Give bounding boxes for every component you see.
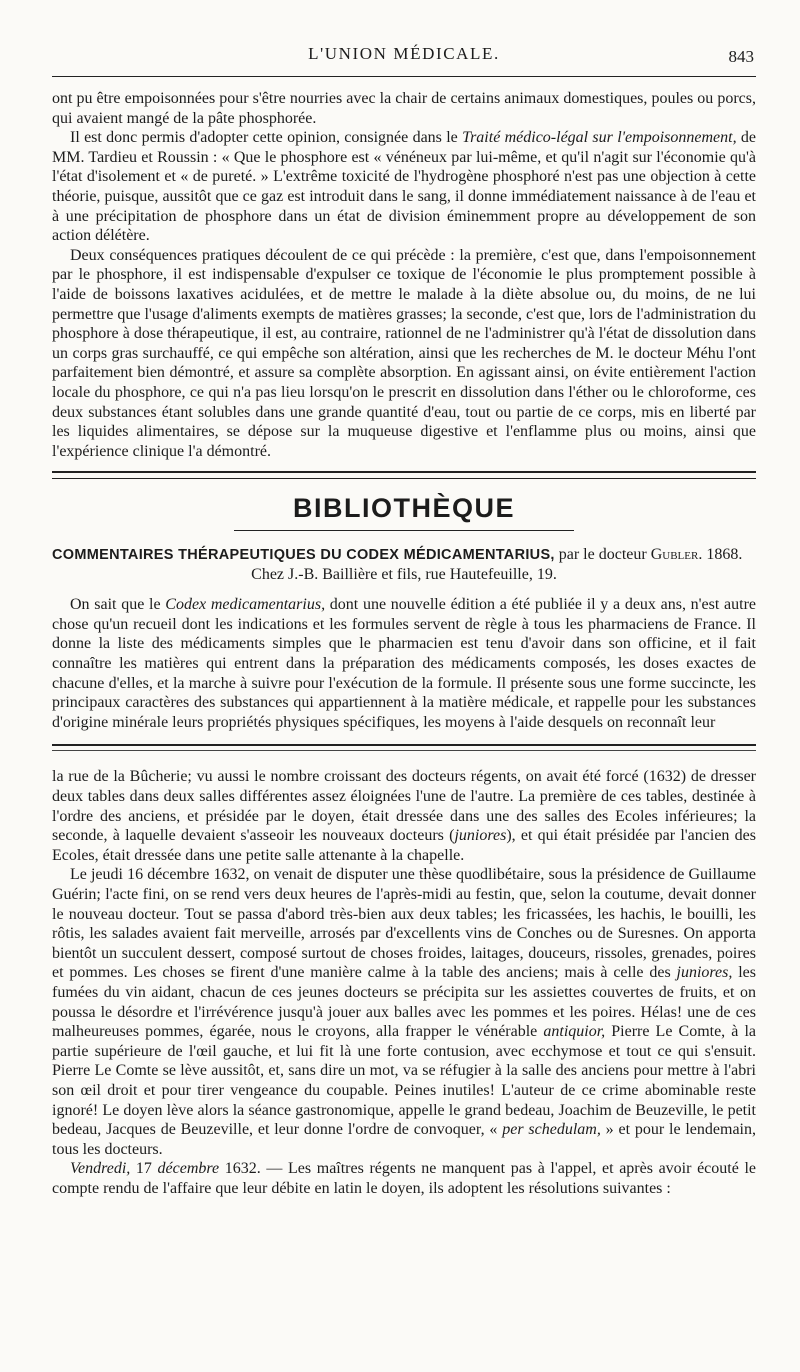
book-author: Gubler. — [650, 546, 703, 564]
section-title: BIBLIOTHÈQUE — [292, 493, 515, 524]
codex-title: Codex medicamentarius, — [165, 596, 326, 614]
feuilleton-paragraph-3: Vendredi, 17 décembre 1632. — Les maîtres régents ne manquent pas à l'appel, et après avoir écouté le compte rendu de l'affaire que leur débite en latin le doyen, ils adoptent les résolutions suivantes : — [52, 1160, 757, 1197]
review-paragraph: On sait que le Codex medicamentarius, dont une nouvelle édition a été publiée il y a deux ans, n'est autre chose qu'un recueil dont les indications et les formules servent de règle à tous les pharmaciens de France. Il donne la liste des médicaments simples que le pharmacien est tenu d'avoir dans son officine, et il fait connaître les matières qui entrent dans la préparation des médicaments composés, les doses exactes de chacune d'elles, et la marche à suivre pour l'exécution de la formule. Il présente sous une forme succincte, les principaux caractères des substances qui appartiennent à la matière médicale, et rappelle pour les substances d'origine minérale leurs propriétés physiques spécifiques, les moyens à l'aide desquels on reconnaît leur — [52, 596, 757, 731]
page-number: 843 — [728, 47, 754, 66]
book-year: 1868. — [702, 546, 743, 564]
article-paragraph-2: Il est donc permis d'adopter cette opinion, consignée dans le Traité médico-légal sur l'empoisonnement, de MM. Tardieu et Roussin : « Que le phosphore est « vénéneux par lui-même, et qu'il n'agit sur l'économie qu'à l'état d'isolement et « de pureté. » L'extrême toxicité de l'hydrogène phosphoré n'est pas une objection à cette théorie, puisque, aussitôt que ce gaz est introduit dans le sang, il donne immédiatement naissance à de l'eau et à une précipitation de phosphore dans un état de division éminemment propre au développement de son action délétère. — [52, 129, 757, 245]
book-title: COMMENTAIRES THÉRAPEUTIQUES DU CODEX MÉDICAMENTARIUS, — [52, 547, 555, 564]
book-publisher: Chez J.-B. Baillière et fils, rue Hautefeuille, 19. — [251, 566, 557, 584]
feuilleton-section — [52, 767, 756, 1198]
bibliotheque-section — [52, 493, 756, 732]
article-paragraph-3: Deux conséquences pratiques découlent de ce qui précède : la première, c'est que, dans l'empoisonnement par le phosphore, il est indispensable d'expulser ce toxique de l'économie le plus promptement possible à l'aide de boissons laxatives acidulées, et de mettre le malade à la diète absolue ou, du moins, de ne lui permettre que l'usage d'aliments exempts de matières grasses; la seconde, c'est que, lors de l'administration du phosphore à dose thérapeutique, il est, au contraire, rationnel de ne l'administrer qu'à l'état de dissolution dans un corps gras surchauffé, ce qui empêche son altération, ainsi que les recherches de M. le docteur Méhu l'ont parfaitement bien démontré, et assure sa complète absorption. En agissant ainsi, on évite entièrement l'action locale du phosphore, ce qui n'a pas lieu lorsqu'on le prescrit en dissolution dans l'éther ou le chloroforme, ces deux substances étant solubles dans une grande quantité d'eau, tout ou partie de ce corps, mis en liberté par les liquides alimentaires, se dépose sur la muqueuse digestive et l'enflamme plus ou moins, ainsi que l'expérience clinique l'a démontré. — [52, 246, 756, 460]
page-header — [52, 38, 756, 68]
book-reference: COMMENTAIRES THÉRAPEUTIQUES DU CODEX MÉDICAMENTARIUS, par le docteur Gubler. 1868. Chez J.-B. Baillière et fils, rue Hautefeuille, 19. — [52, 545, 756, 585]
title-underline — [234, 530, 574, 531]
cited-work-title: Traité médico-légal sur l'empoisonnement, — [462, 129, 737, 147]
feuilleton-paragraph-1: la rue de la Bûcherie; vu aussi le nombre croissant des docteurs régents, on avait été forcé (1632) de dresser deux tables dans deux salles différentes assez éloignées l'une de l'autre. La première de ces tables, destinée à l'ordre des anciens, et présidée par le doyen, était dressée dans une des salles des Ecoles inférieures; la seconde, à laquelle devaient s'asseoir les nouveaux docteurs (juniores), et qui était présidée par l'ancien des Ecoles, était dressée dans une petite salle attenante à la chapelle. — [52, 768, 757, 864]
article-paragraph-1: ont pu être empoisonnées pour s'être nourries avec la chair de certains animaux domestiques, poules ou porcs, qui avaient mangé de la pâte phosphorée. — [52, 90, 756, 127]
section-divider — [52, 471, 756, 479]
article-continuation — [52, 89, 756, 461]
running-title: L'UNION MÉDICALE. — [308, 44, 500, 63]
feuilleton-paragraph-2: Le jeudi 16 décembre 1632, on venait de disputer une thèse quodlibétaire, sous la présidence de Guillaume Guérin; l'acte fini, on se rend vers deux heures de l'après-midi au festin, que, selon la coutume, devait donner le nouveau docteur. Tout se passa d'abord très-bien aux deux tables; les fricassées, les hachis, le bouilli, les rôtis, les salades avaient fait merveille, arrosés par d'excellents vins de Conches ou de Suresnes. On apporta bientôt un succulent dessert, composé surtout de choses froides, laitages, douceurs, rissoles, grenades, poires et pommes. Les choses se firent d'une manière calme à la table des anciens; mais à celle des juniores, les fumées du vin aidant, chacun de ces jeunes docteurs se précipita sur les assiettes couvertes de fruits, et on poussa le désordre et l'irrévérence jusqu'à jouer aux balles avec les pommes et les poires. Hélas! une de ces malheureuses pommes, égarée, nous le croyons, alla frapper le vénérable antiquior, Pierre Le Comte, à la partie supérieure de l'œil gauche, et lui fit là une forte contusion, avec ecchymose et tout ce qui s'ensuit. Pierre Le Comte se lève aussitôt, et, sans dire un mot, va se réfugier à la salle des anciens pour mettre à l'abri son œil droit et pour tirer vengeance du coupable. Peines inutiles! L'auteur de ce crime abominable reste ignoré! Le doyen lève alors la séance gastronomique, appelle le grand bedeau, Joachim de Beuzeville, le petit bedeau, Jacques de Beuzeville, et leur donne l'ordre de convoquer, « per schedulam, » et pour le lendemain, tous les docteurs. — [52, 866, 757, 1158]
feuilleton-divider — [52, 744, 756, 751]
header-rule — [52, 76, 756, 77]
